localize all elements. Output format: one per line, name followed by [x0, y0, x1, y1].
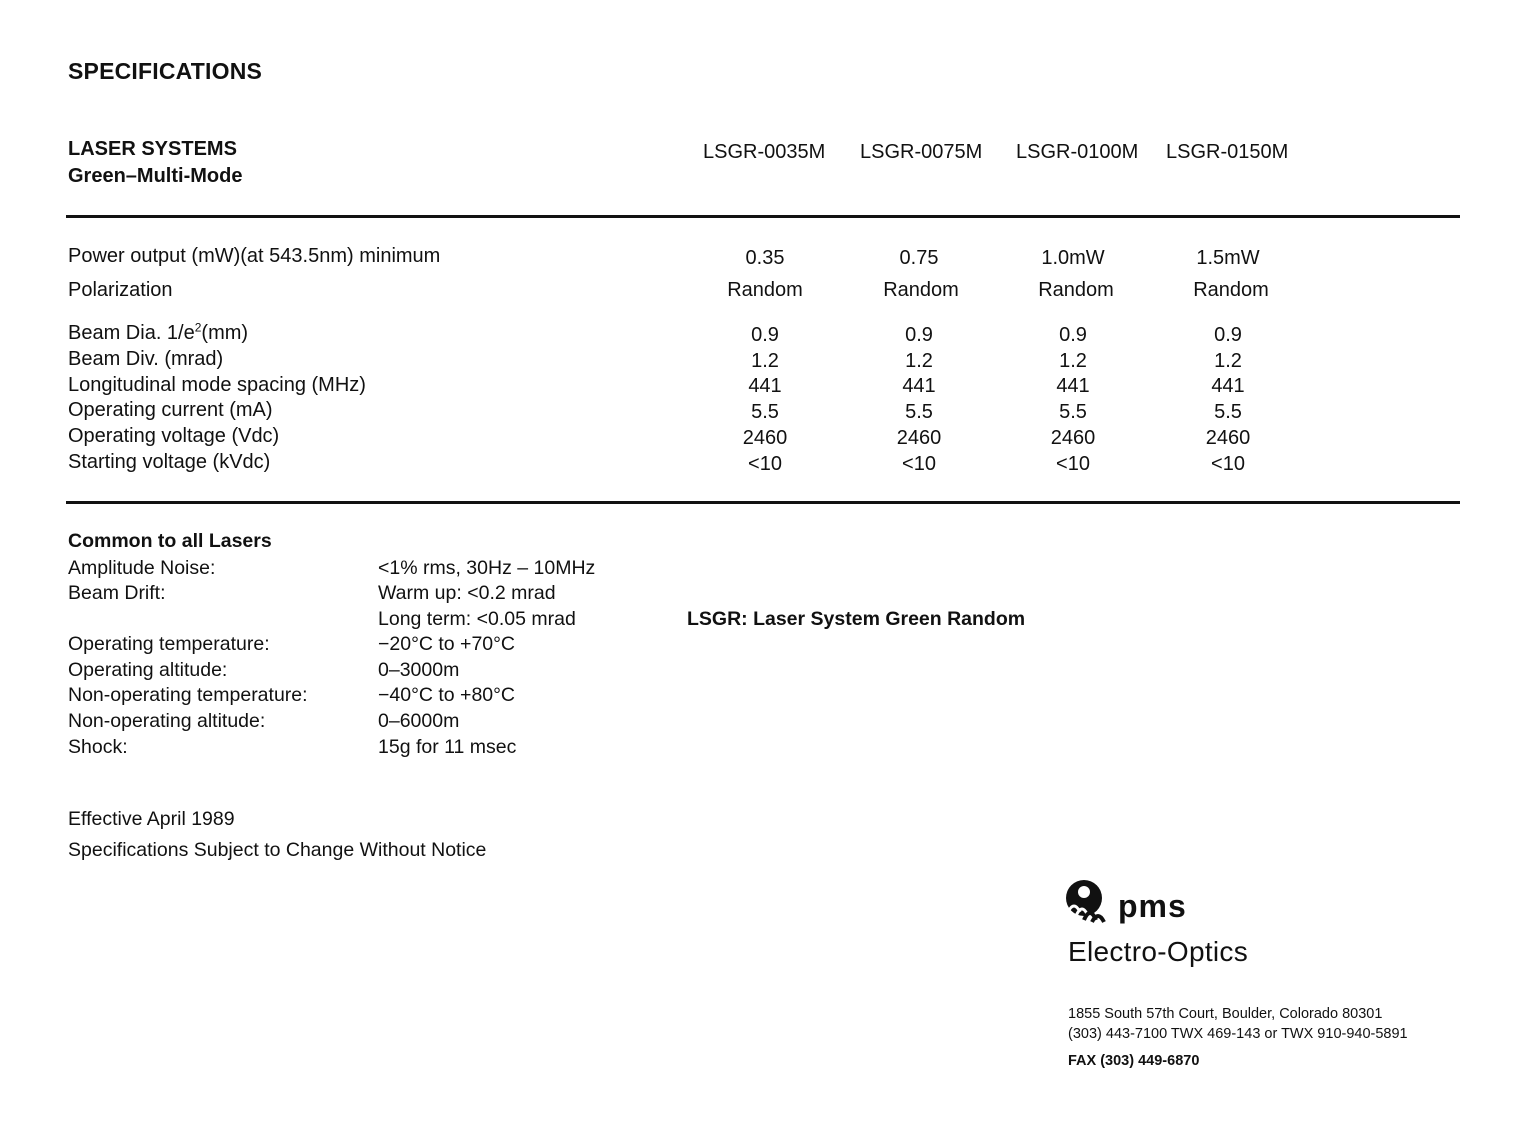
- common-value: Warm up: <0.2 mrad: [378, 582, 556, 604]
- spec-value: <10: [1211, 453, 1245, 475]
- spec-value: Random: [1038, 279, 1114, 301]
- spec-value: 1.5mW: [1196, 247, 1260, 269]
- common-label: Shock:: [68, 736, 128, 758]
- spec-label: Polarization: [68, 279, 173, 301]
- common-value: 0–6000m: [378, 710, 460, 732]
- spec-value: 0.75: [899, 247, 939, 269]
- spec-label-suffix: (mm): [201, 322, 249, 344]
- common-label: Operating altitude:: [68, 659, 228, 681]
- spec-label: [68, 322, 248, 345]
- spec-value: Random: [1193, 279, 1269, 301]
- spec-value: 0.35: [745, 247, 785, 269]
- legend-note: LSGR: Laser System Green Random: [687, 608, 1026, 630]
- spec-value: 2460: [1205, 427, 1251, 449]
- common-value: <1% rms, 30Hz – 10MHz: [378, 557, 596, 579]
- pms-logo-icon: [1062, 878, 1114, 931]
- top-rule: [66, 215, 1460, 218]
- common-label: Amplitude Noise:: [68, 557, 216, 579]
- common-value: −20°C to +70°C: [378, 633, 516, 655]
- spec-value: Random: [883, 279, 959, 301]
- bottom-rule: [66, 501, 1460, 504]
- spec-value: 0.9: [905, 324, 933, 346]
- company-phone: (303) 443-7100 TWX 469-143 or TWX 910-940-5891: [1068, 1026, 1408, 1042]
- spec-label-prefix: Beam Dia. 1/e: [68, 322, 195, 344]
- spec-value: 1.2: [905, 350, 933, 372]
- model-header: LSGR-0150M: [1166, 141, 1289, 163]
- spec-value: 441: [748, 375, 782, 397]
- disclaimer: Specifications Subject to Change Without Notice: [68, 839, 487, 861]
- spec-value: <10: [748, 453, 782, 475]
- spec-value: 1.2: [751, 350, 779, 372]
- spec-value: 0.9: [1059, 324, 1087, 346]
- spec-label: Longitudinal mode spacing (MHz): [68, 374, 366, 396]
- model-header: LSGR-0075M: [860, 141, 983, 163]
- spec-value: 441: [902, 375, 936, 397]
- page-title: SPECIFICATIONS: [68, 58, 263, 84]
- common-label: Beam Drift:: [68, 582, 166, 604]
- spec-label: Beam Div. (mrad): [68, 348, 224, 370]
- spec-value: 5.5: [905, 401, 933, 423]
- common-label: Non-operating altitude:: [68, 710, 266, 732]
- spec-value: 0.9: [1214, 324, 1242, 346]
- system-title: LASER SYSTEMS: [68, 138, 237, 160]
- common-value: Long term: <0.05 mrad: [378, 608, 576, 630]
- model-header: LSGR-0100M: [1016, 141, 1139, 163]
- spec-value: <10: [902, 453, 936, 475]
- spec-label: Power output (mW)(at 543.5nm) minimum: [68, 245, 441, 267]
- spec-value: 2460: [742, 427, 788, 449]
- company-division: Electro-Optics: [1068, 936, 1249, 967]
- spec-value: 441: [1056, 375, 1090, 397]
- spec-value: Random: [727, 279, 803, 301]
- spec-value: 441: [1211, 375, 1245, 397]
- company-fax: FAX (303) 449-6870: [1068, 1053, 1200, 1069]
- spec-value: 2460: [896, 427, 942, 449]
- common-value: 15g for 11 msec: [378, 736, 517, 758]
- company-brand: pms: [1118, 888, 1187, 924]
- spec-value: 1.2: [1059, 350, 1087, 372]
- spec-value: 2460: [1050, 427, 1096, 449]
- spec-value: 0.9: [751, 324, 779, 346]
- spec-label: Starting voltage (kVdc): [68, 451, 271, 473]
- spec-value: 1.0mW: [1041, 247, 1105, 269]
- company-address: 1855 South 57th Court, Boulder, Colorado 80301: [1068, 1006, 1383, 1022]
- spec-label-sup: 2: [194, 320, 202, 335]
- system-subtitle: Green–Multi-Mode: [68, 165, 243, 187]
- spec-value: 1.2: [1214, 350, 1242, 372]
- common-label: Non-operating temperature:: [68, 684, 308, 706]
- spec-value: 5.5: [1059, 401, 1087, 423]
- common-value: 0–3000m: [378, 659, 460, 681]
- spec-value: 5.5: [751, 401, 779, 423]
- model-header: LSGR-0035M: [703, 141, 826, 163]
- spec-label: Operating current (mA): [68, 399, 273, 421]
- effective-date: Effective April 1989: [68, 808, 235, 830]
- spec-label: Operating voltage (Vdc): [68, 425, 280, 447]
- common-heading: Common to all Lasers: [68, 530, 272, 552]
- spec-value: <10: [1056, 453, 1090, 475]
- common-value: −40°C to +80°C: [378, 684, 516, 706]
- common-label: Operating temperature:: [68, 633, 270, 655]
- spec-value: 5.5: [1214, 401, 1242, 423]
